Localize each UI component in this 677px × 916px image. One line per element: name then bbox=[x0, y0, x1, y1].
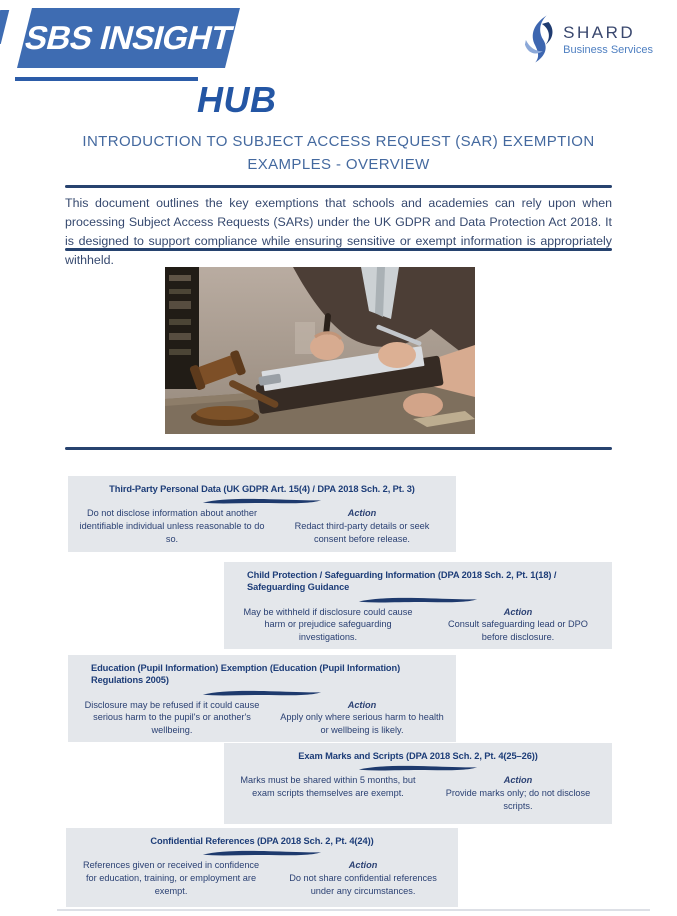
brush-stroke-divider bbox=[355, 764, 481, 772]
card-body-text: Do not disclose information about another identifiable individual unless reasonable to do so. bbox=[79, 508, 265, 544]
next-card-edge bbox=[57, 909, 650, 911]
card-columns bbox=[79, 507, 445, 545]
logo-text bbox=[563, 23, 653, 56]
brush-stroke-divider bbox=[199, 849, 325, 857]
logo-tagline: Business Services bbox=[563, 43, 653, 56]
action-text: Consult safeguarding lead or DPO before disclosure. bbox=[448, 619, 588, 642]
card-body-text: References given or received in confidence for education, training, or employment are exempt. bbox=[82, 860, 260, 896]
brand-title: SBS INSIGHT bbox=[21, 19, 236, 56]
card-action bbox=[279, 699, 445, 737]
brush-stroke-divider bbox=[355, 596, 481, 604]
divider-rule bbox=[65, 185, 612, 188]
action-label: Action bbox=[347, 508, 377, 519]
brand-edge-accent bbox=[0, 10, 9, 44]
brush-stroke-divider bbox=[199, 497, 325, 505]
card-action bbox=[435, 606, 601, 644]
card-title: Education (Pupil Information) Exemption (Education (Pupil Information) Regulations 2005) bbox=[91, 663, 401, 686]
card-action bbox=[279, 507, 445, 545]
card-title: Child Protection / Safeguarding Information (DPA 2018 Sch. 2, Pt. 1(18) / Safeguarding Guidance bbox=[247, 570, 557, 593]
card-columns bbox=[79, 699, 445, 737]
card-body-text: May be withheld if disclosure could cause harm or prejudice safeguarding investigations. bbox=[243, 606, 413, 642]
divider-rule bbox=[65, 248, 612, 251]
card-body-text: Disclosure may be refused if it could cause serious harm to the pupil's or another's wellbeing. bbox=[84, 699, 260, 735]
action-text: Provide marks only; do not disclose scripts. bbox=[445, 787, 591, 811]
action-label: Action bbox=[348, 860, 378, 871]
card-columns bbox=[235, 774, 601, 812]
exemption-card bbox=[66, 828, 458, 907]
action-label: Action bbox=[347, 699, 377, 710]
action-text: Do not share confidential references under any circumstances. bbox=[289, 872, 437, 896]
card-body-text: Marks must be shared within 5 months, but exam scripts themselves are exempt. bbox=[240, 775, 416, 798]
card-title: Exam Marks and Scripts (DPA 2018 Sch. 2, Pt. 4(25–26)) bbox=[298, 751, 538, 761]
logo-name: SHARD bbox=[563, 22, 636, 42]
action-label: Action bbox=[503, 775, 533, 786]
action-text: Apply only where serious harm to health or wellbeing is likely. bbox=[280, 712, 444, 735]
brush-stroke-divider bbox=[199, 689, 325, 697]
card-title: Confidential References (DPA 2018 Sch. 2, Pt. 4(24)) bbox=[150, 836, 374, 846]
action-label: Action bbox=[503, 606, 533, 617]
action-text: Redact third-party details or seek consent before release. bbox=[294, 520, 430, 544]
page-title: INTRODUCTION TO SUBJECT ACCESS REQUEST (SAR) EXEMPTION EXAMPLES - OVERVIEW bbox=[82, 133, 595, 173]
brand-banner bbox=[17, 8, 240, 68]
exemption-card bbox=[224, 562, 612, 649]
legal-signing-photo bbox=[165, 267, 475, 434]
card-columns bbox=[235, 606, 601, 644]
brand-subtitle: HUB bbox=[197, 79, 277, 120]
exemption-card bbox=[68, 655, 456, 742]
card-title: Third-Party Personal Data (UK GDPR Art. 15(4) / DPA 2018 Sch. 2, Pt. 3) bbox=[109, 484, 415, 494]
intro-paragraph: This document outlines the key exemptions that schools and academies can rely upon when processing Subject Access Requests (SARs) under the UK GDPR and Data Protection Act 2018. It is designed to support compliance while ensuring sensitive or exempt information is appropriately withheld. bbox=[65, 196, 612, 267]
shard-logo bbox=[524, 13, 653, 65]
card-action bbox=[279, 859, 447, 897]
exemption-card bbox=[224, 743, 612, 824]
card-columns bbox=[77, 859, 447, 897]
brand-underline bbox=[15, 77, 198, 81]
card-action bbox=[435, 774, 601, 812]
exemption-card bbox=[68, 476, 456, 552]
divider-rule bbox=[65, 447, 612, 450]
shard-logo-icon bbox=[524, 13, 556, 65]
